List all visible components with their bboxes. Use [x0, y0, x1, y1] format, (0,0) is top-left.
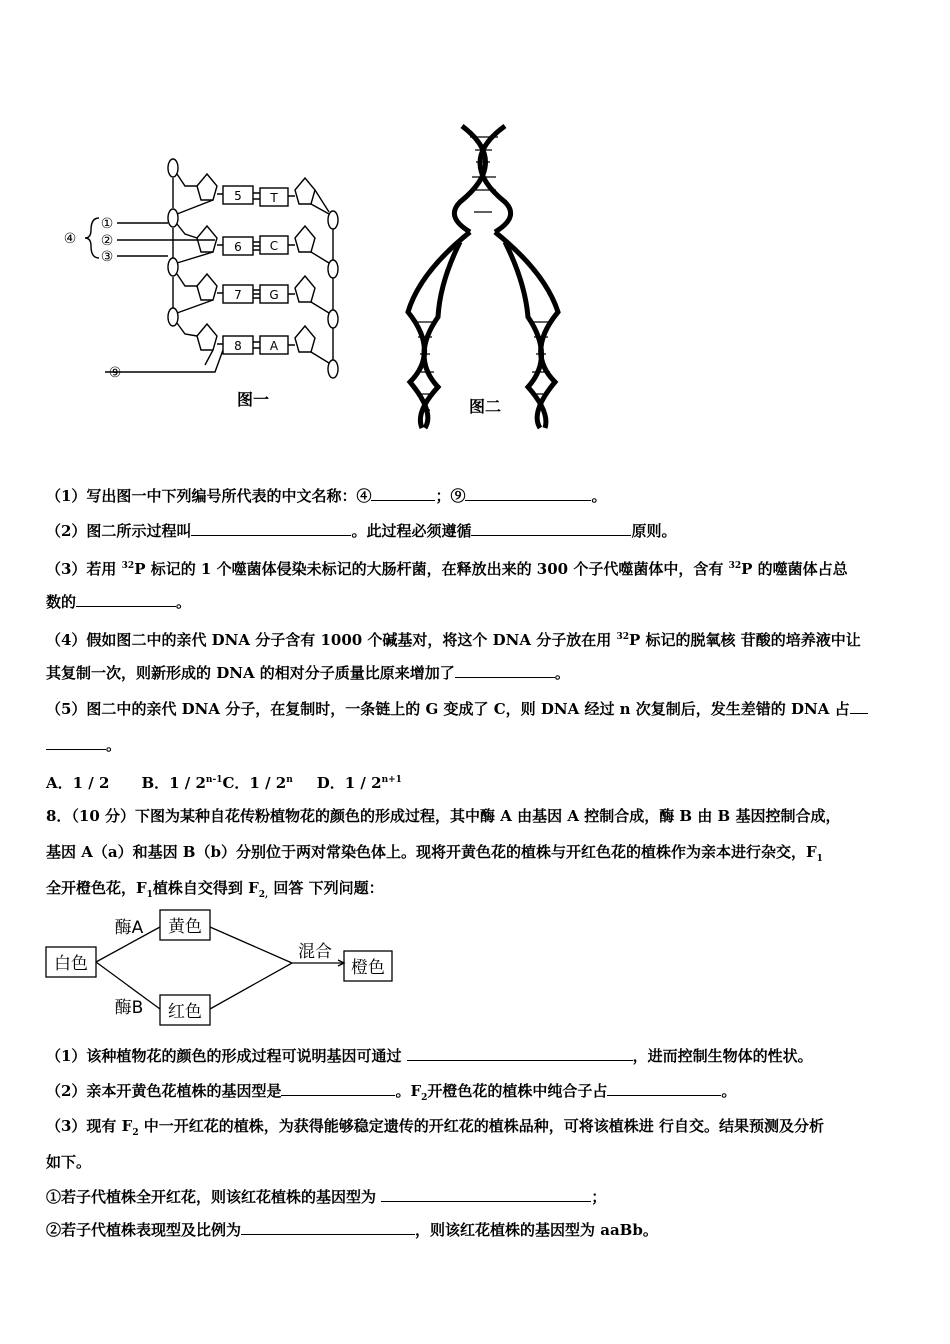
answer-blank[interactable] [465, 486, 591, 501]
label-enzyme-a: 酶A [114, 918, 144, 938]
answer-blank[interactable] [455, 663, 555, 678]
option-a[interactable]: A．1 / 2 [46, 774, 110, 792]
question-3: （3）若用 $^{32}$P 标记的 1 个噬菌体侵染未标记的大肠杆菌，在释放出来的 300 个子代噬菌体中，含有 $^{32}$P 的噬菌体占总 [46, 560, 848, 578]
label-mix: 混合 [298, 942, 332, 962]
option-b[interactable]: B．1 / 2$^{n-1}$ [141, 774, 223, 792]
question-4-line-2: 其复制一次，则新形成的 DNA 的相对分子质量比原来增加了 。 [46, 664, 570, 682]
figure-2-dna-replication [400, 122, 580, 432]
label-9: ⑨ [108, 365, 122, 381]
options-row [46, 770, 402, 793]
answer-blank[interactable] [371, 486, 435, 501]
answer-blank[interactable] [191, 521, 351, 536]
q8-sub-3-line-2: 如下。 [46, 1153, 92, 1171]
answer-blank[interactable] [46, 735, 106, 750]
flower-color-pathway-diagram [44, 905, 404, 1030]
label-1: ① [100, 216, 114, 232]
question-5: （5）图二中的亲代 DNA 分子，在复制时，一条链上的 G 变成了 C，则 DNA 经过 n 次复制后，发生差错的 DNA 占 [46, 699, 868, 719]
base-right-4: A [269, 339, 279, 353]
answer-blank[interactable] [407, 1046, 633, 1061]
base-right-1: T [270, 191, 278, 205]
option-d[interactable]: D．$1 / 2^{n+1}$ [316, 774, 402, 792]
question-2: （2）图二所示过程叫 。此过程必须遵循 原则。 [46, 522, 677, 540]
question-1: （1）写出图一中下列编号所代表的中文名称：④ ；⑨ 。 [46, 487, 607, 505]
option-c[interactable]: C．1 / 2$^n$ [222, 774, 293, 792]
answer-blank[interactable] [607, 1081, 721, 1096]
figure-2-caption: 图二 [468, 397, 502, 416]
figure-1-caption: 图一 [236, 390, 270, 409]
q8-line-3: 全开橙色花，$F_1$植株自交得到 $F_{2,}$ 回答 下列问题： [46, 879, 384, 900]
answer-blank[interactable] [241, 1220, 415, 1235]
q8-sub-1: （1）该种植物花的颜色的形成过程可说明基因可通过 ，进而控制生物体的性状。 [46, 1047, 813, 1065]
question-4: （4）假如图二中的亲代 DNA 分子含有 1000 个碱基对，将这个 DNA 分子放在用 $^{32}$P 标记的脱氧核 苷酸的培养液中让 [46, 631, 861, 649]
answer-blank[interactable] [76, 592, 176, 607]
label-enzyme-b: 酶B [114, 998, 144, 1018]
base-left-2: 6 [234, 240, 242, 254]
node-orange: 橙色 [351, 958, 385, 978]
q8-result-2: ②若子代植株表现型及比例为 ，则该红花植株的基因型为 aaBb。 [46, 1221, 658, 1239]
q8-sub-3: （3）现有 $F_2$ 中一开红花的植株，为获得能够稳定遗传的开红花的植株品种，可将该植株进 行自交。结果预测及分析 [46, 1117, 825, 1138]
q8-line-2: 基因 A（a）和基因 B（b）分别位于两对常染色体上。现将开黄色花的植株与开红色花的植株作为亲本进行杂交，$F_1$ [46, 843, 823, 864]
base-left-3: 7 [234, 288, 242, 302]
base-left-1: 5 [234, 189, 242, 203]
base-right-3: G [269, 288, 279, 302]
answer-blank[interactable] [381, 1187, 591, 1202]
label-brace-4: ④ [63, 231, 77, 247]
q8-result-1: ①若子代植株全开红花，则该红花植株的基因型为 ； [46, 1188, 607, 1206]
base-left-4: 8 [234, 339, 242, 353]
node-yellow: 黄色 [168, 917, 202, 937]
q8-sub-2: （2）亲本开黄色花植株的基因型是 。$F_2$开橙色花的植株中纯合子占 。 [46, 1082, 737, 1103]
label-3: ③ [100, 249, 114, 265]
question-3-line-2: 数的 。 [46, 593, 192, 611]
label-2: ② [100, 233, 114, 249]
answer-blank[interactable] [471, 521, 631, 536]
node-red: 红色 [168, 1002, 202, 1022]
question-5-line-2: 。 [46, 735, 121, 755]
answer-blank[interactable] [850, 699, 868, 714]
node-white: 白色 [54, 954, 88, 974]
q8-line-1: 8．（10 分）下图为某种自花传粉植物花的颜色的形成过程，其中酶 A 由基因 A 控制合成，酶 B 由 B 基因控制合成， [46, 807, 841, 825]
figure-1-dna-structure [55, 150, 355, 420]
answer-blank[interactable] [281, 1081, 395, 1096]
base-right-2: C [269, 239, 279, 253]
